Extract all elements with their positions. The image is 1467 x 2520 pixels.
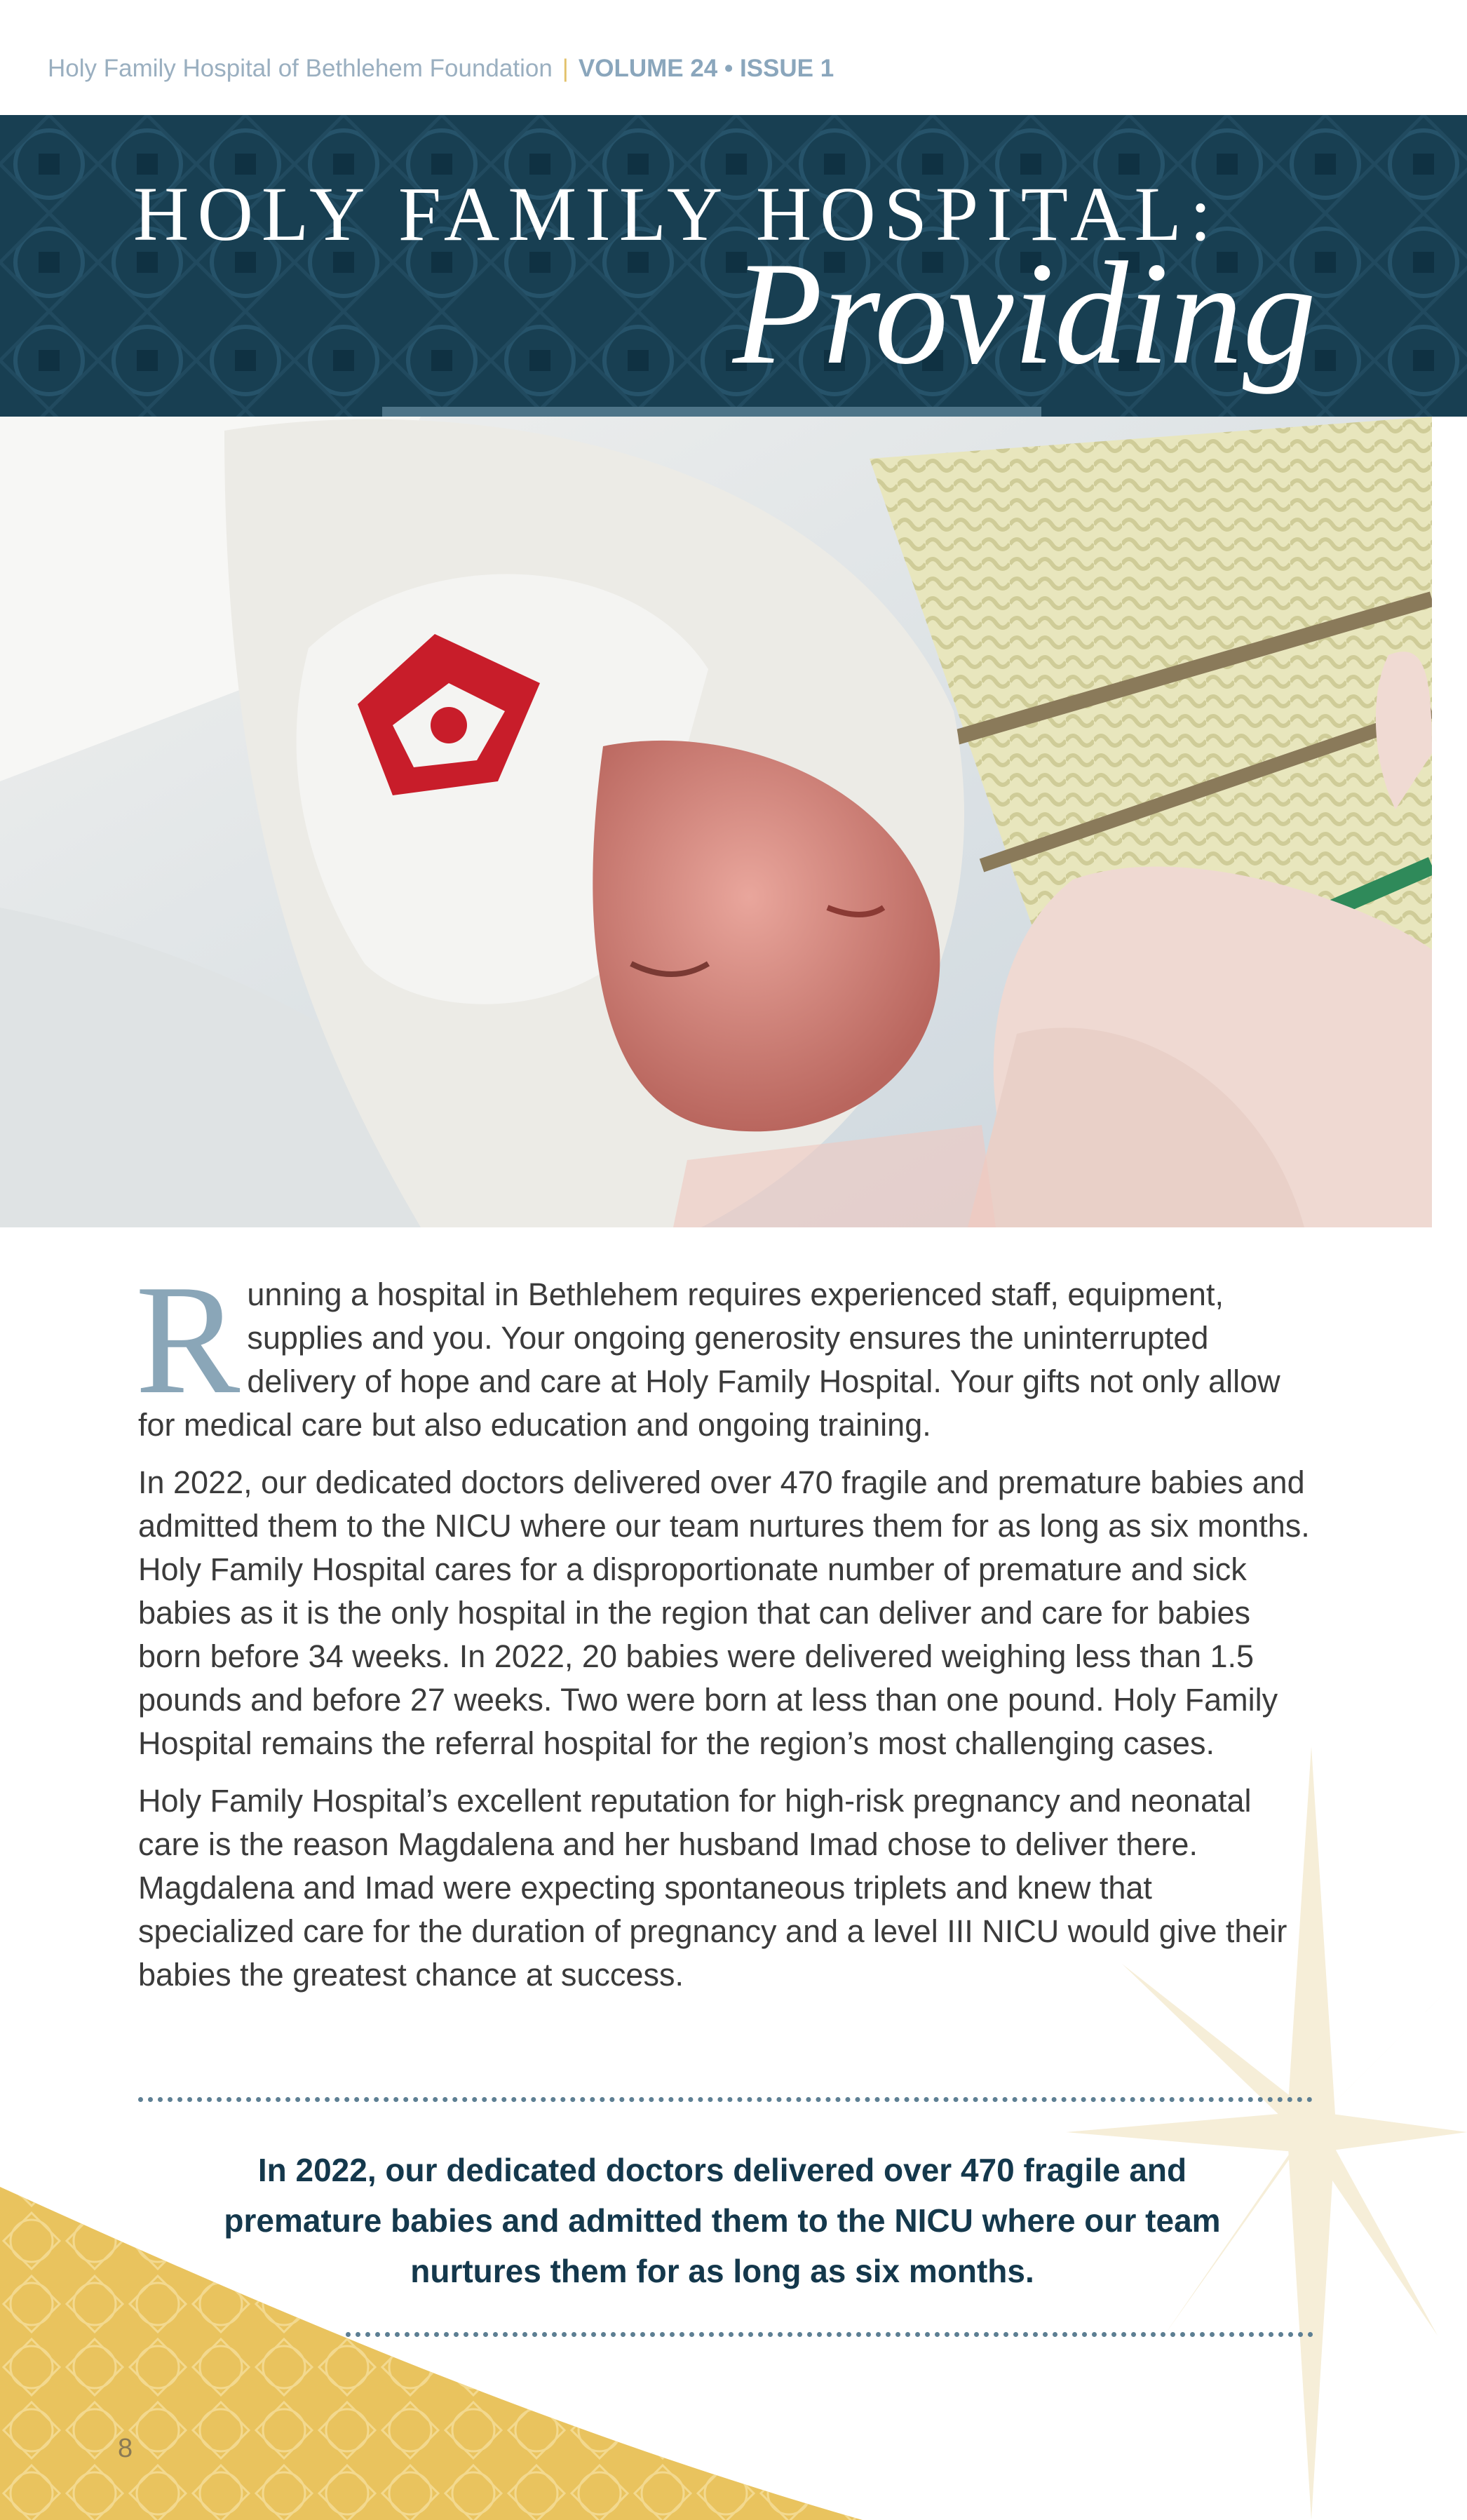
paragraph-3: Holy Family Hospital’s excellent reputation for high-risk pregnancy and neonatal care is the reason Magdalena and her husband Imad chose to deliver there. Magdalena and Imad were expecting spontaneous triplets and knew that specialized care for the duration of pregnancy and a level III NICU would give their babies the greatest chance at success. — [138, 1783, 1287, 1993]
title-line-1: HOLY FAMILY HOSPITAL: — [133, 171, 1220, 257]
issue-label: VOLUME 24 • ISSUE 1 — [578, 55, 834, 82]
title-banner — [0, 115, 1467, 417]
article-body — [135, 1253, 1316, 2011]
foundation-name: Holy Family Hospital of Bethlehem Foundation — [48, 55, 553, 82]
running-header — [48, 55, 834, 83]
pull-quote-divider-bottom — [346, 2332, 1313, 2337]
title-line-2: Providing — [732, 232, 1316, 395]
paragraph-1 — [135, 1253, 1316, 1447]
header-separator: | — [562, 55, 569, 82]
newborn-photo — [0, 417, 1432, 1227]
paragraph-1-text: unning a hospital in Bethlehem requires experienced staff, equipment, supplies and you. Your ongoing generosity ensures the uninterrupted delivery of hope and care at Holy Family Hospital. Your gifts not only allow for medical care but also education and ongoing training. — [138, 1276, 1280, 1443]
pull-quote: In 2022, our dedicated doctors delivered over 470 fragile and premature babies and admitted them to the NICU where our team nurtures them for as long as six months. — [224, 2152, 1221, 2289]
drop-cap: R — [135, 1253, 241, 1427]
page-number: 8 — [118, 2434, 133, 2463]
pull-quote-divider-top — [138, 2097, 1313, 2102]
paragraph-2: In 2022, our dedicated doctors delivered over 470 fragile and premature babies and admitted them to the NICU where our team nurtures them for as long as six months. Holy Family Hospital cares for a disproportionate number of premature and sick babies as it is the only hospital in the region that can deliver and care for babies born before 34 weeks. In 2022, 20 babies were delivered weighing less than 1.5 pounds and before 27 weeks. Two were born at less than one pound. Holy Family Hospital remains the referral hospital for the region’s most challenging cases. — [138, 1464, 1310, 1761]
newborn-illustration — [0, 417, 1432, 1227]
